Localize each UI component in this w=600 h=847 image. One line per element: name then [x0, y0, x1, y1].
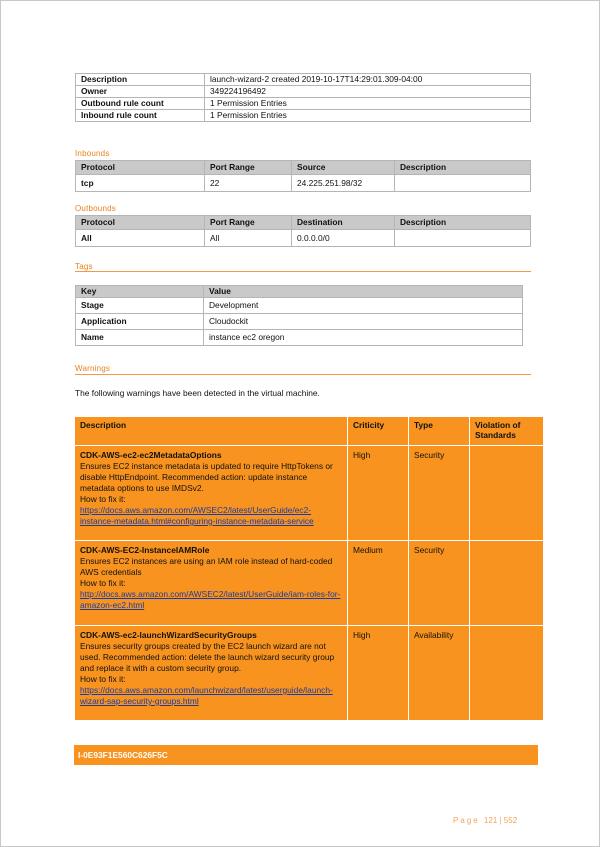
warning-violation: [470, 446, 544, 541]
warning-description: [75, 626, 348, 721]
table-row: [76, 230, 531, 247]
column-header: Destination: [292, 216, 395, 230]
table-row: [76, 86, 531, 98]
summary-key: Owner: [76, 86, 205, 98]
table-row: [76, 298, 523, 314]
tag-key: Name: [76, 330, 204, 346]
page-number: [453, 816, 517, 825]
warning-violation: [470, 541, 544, 626]
table-cell: [395, 230, 531, 247]
inbounds-table: [75, 160, 531, 192]
tag-value: instance ec2 oregon: [204, 330, 523, 346]
tag-key: Stage: [76, 298, 204, 314]
warning-row: [75, 446, 544, 541]
summary-key: Outbound rule count: [76, 98, 205, 110]
warning-criticity: High: [348, 626, 409, 721]
table-cell: [395, 175, 531, 192]
tag-value: Development: [204, 298, 523, 314]
summary-key: Description: [76, 74, 205, 86]
fix-label: How to fix it:: [80, 578, 126, 588]
table-row: [76, 110, 531, 122]
warning-type: Availability: [409, 626, 470, 721]
table-cell: All: [76, 230, 205, 247]
table-header-row: [76, 161, 531, 175]
column-header: Description: [395, 216, 531, 230]
instance-id-bar: I-0E93F1E560C626F5C: [74, 745, 538, 765]
warning-description: [75, 446, 348, 541]
warning-text: Ensures security groups created by the EC2 launch wizard are not used. Recommended action: delete the launch wizard security group and replace it with a custom security group.: [80, 641, 335, 673]
warning-text: Ensures EC2 instance metadata is updated to require HttpTokens or disable HttpEndpoint. Recommended action: update instance metadata options to use IMDSv2.: [80, 461, 333, 493]
warning-type: Security: [409, 541, 470, 626]
page-label: Page: [453, 816, 480, 825]
security-group-summary-table: [75, 73, 531, 122]
inbounds-heading: Inbounds: [75, 149, 110, 158]
warning-rule: CDK-AWS-ec2-ec2MetadataOptions: [80, 450, 222, 460]
column-header: Source: [292, 161, 395, 175]
section-divider: [75, 271, 531, 272]
column-header: Protocol: [76, 161, 205, 175]
table-cell: 0.0.0.0/0: [292, 230, 395, 247]
fix-label: How to fix it:: [80, 674, 126, 684]
outbounds-heading: Outbounds: [75, 204, 116, 213]
tags-heading: Tags: [75, 262, 93, 271]
table-cell: 22: [205, 175, 292, 192]
column-header: Value: [204, 286, 523, 298]
summary-value: 1 Permission Entries: [205, 110, 531, 122]
table-cell: All: [205, 230, 292, 247]
warning-row: [75, 626, 544, 721]
table-cell: 24.225.251.98/32: [292, 175, 395, 192]
table-row: [76, 314, 523, 330]
fix-link[interactable]: https://docs.aws.amazon.com/AWSEC2/latest/UserGuide/ec2-instance-metadata.html#configuring-instance-metadata-service: [80, 505, 314, 526]
warning-rule: CDK-AWS-EC2-InstanceIAMRole: [80, 545, 210, 555]
warnings-heading: Warnings: [75, 364, 111, 373]
warning-criticity: Medium: [348, 541, 409, 626]
column-header: Type: [409, 417, 470, 446]
summary-key: Inbound rule count: [76, 110, 205, 122]
page-count: 121 | 552: [483, 816, 518, 825]
outbounds-table: [75, 215, 531, 247]
table-row: [76, 175, 531, 192]
column-header: Violation of Standards: [470, 417, 544, 446]
warning-criticity: High: [348, 446, 409, 541]
column-header: Criticity: [348, 417, 409, 446]
summary-value: 349224196492: [205, 86, 531, 98]
summary-value: launch-wizard-2 created 2019-10-17T14:29:01.309-04:00: [205, 74, 531, 86]
column-header: Port Range: [205, 161, 292, 175]
fix-link[interactable]: https://docs.aws.amazon.com/launchwizard/latest/userguide/launch-wizard-sap-security-groups.html: [80, 685, 333, 706]
table-cell: tcp: [76, 175, 205, 192]
column-header: Protocol: [76, 216, 205, 230]
warnings-intro: The following warnings have been detected in the virtual machine.: [75, 388, 320, 398]
warning-row: [75, 541, 544, 626]
warning-text: Ensures EC2 instances are using an IAM role instead of hard-coded AWS credentials: [80, 556, 333, 577]
section-divider: [75, 374, 531, 375]
warnings-table: [74, 416, 544, 721]
tags-table: [75, 285, 523, 346]
table-row: [76, 74, 531, 86]
fix-label: How to fix it:: [80, 494, 126, 504]
table-header-row: [76, 216, 531, 230]
column-header: Description: [395, 161, 531, 175]
tag-key: Application: [76, 314, 204, 330]
column-header: Key: [76, 286, 204, 298]
warning-violation: [470, 626, 544, 721]
column-header: Port Range: [205, 216, 292, 230]
table-row: [76, 98, 531, 110]
summary-value: 1 Permission Entries: [205, 98, 531, 110]
warning-rule: CDK-AWS-ec2-launchWizardSecurityGroups: [80, 630, 257, 640]
warning-type: Security: [409, 446, 470, 541]
fix-link[interactable]: http://docs.aws.amazon.com/AWSEC2/latest/UserGuide/iam-roles-for-amazon-ec2.html: [80, 589, 341, 610]
table-header-row: [76, 286, 523, 298]
table-row: [76, 330, 523, 346]
tag-value: Cloudockit: [204, 314, 523, 330]
warning-description: [75, 541, 348, 626]
column-header: Description: [75, 417, 348, 446]
table-header-row: [75, 417, 544, 446]
